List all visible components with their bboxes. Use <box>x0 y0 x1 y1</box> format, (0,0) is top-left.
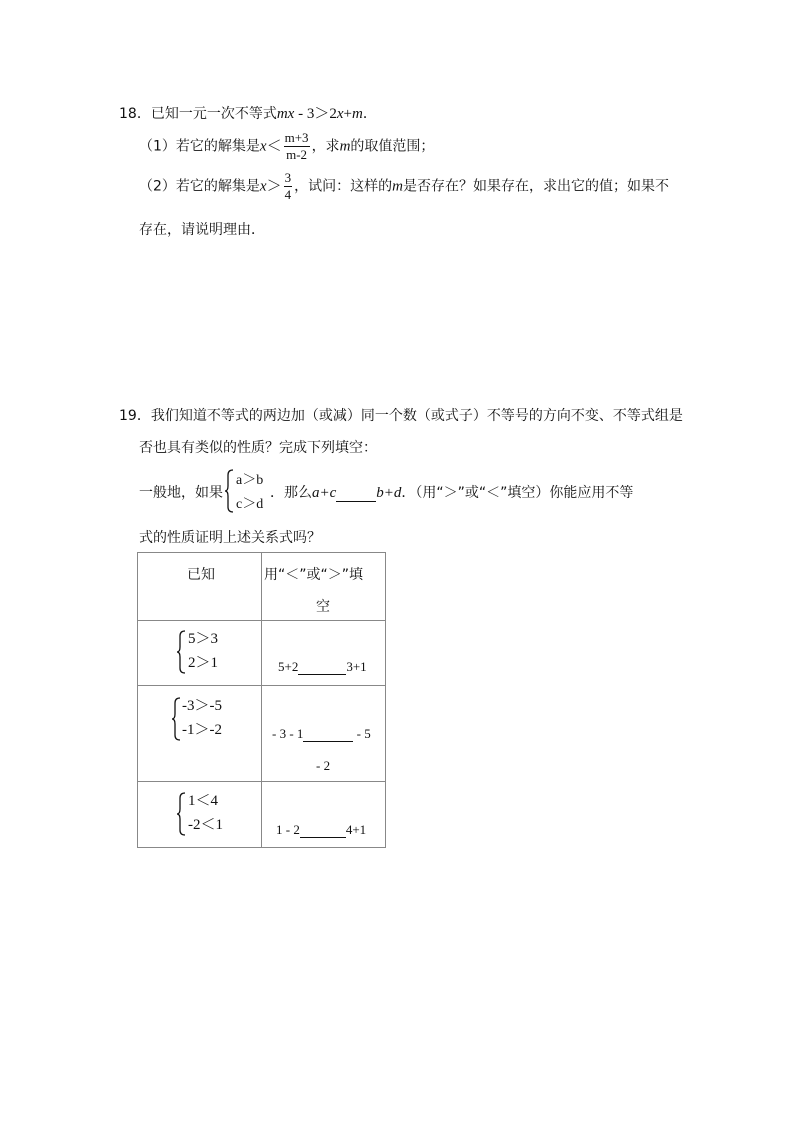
q19-general: 一般地，如果 a＞b c＞d ．那么a+c b+d．（用“＞”或“＜”填空）你能应用不等 <box>139 468 699 514</box>
system-bottom-inequality: c＞d <box>236 497 264 512</box>
table-cell-known: -3＞-5 -1＞-2 <box>138 686 262 782</box>
answer-blank[interactable] <box>336 489 376 502</box>
fraction-3-over-4: $\frac{3}{4}$ <box>284 170 292 202</box>
table-header-fill: 用“＜”或“＞”填 空 <box>262 553 386 621</box>
brace-icon <box>171 697 181 741</box>
inequality-table <box>137 552 386 848</box>
answer-blank[interactable] <box>298 662 346 675</box>
q18-part2: （2）若它的解集是x＞ $\frac{3}{4}$ ，试问：这样的m是否存在？如果存在，求出它的值；如果不 <box>139 170 669 202</box>
q18-stem: 18．已知一元一次不等式mx - 3＞2x+m． <box>119 106 377 122</box>
answer-blank[interactable] <box>300 825 346 838</box>
q18-number: 18． <box>119 106 151 122</box>
table-cell-fill: - 3 - 1 - 5 - 2 <box>262 686 386 782</box>
q19-line4: 式的性质证明上述关系式吗？ <box>139 530 321 546</box>
answer-blank[interactable] <box>303 729 353 742</box>
q19-number: 19． <box>119 408 151 424</box>
q19-line1: 19．我们知道不等式的两边加（或减）同一个数（或式子）不等号的方向不变、不等式组是 <box>119 408 683 424</box>
q18-part2-line2: 存在，请说明理由． <box>139 222 265 238</box>
table-row <box>138 686 386 782</box>
table-cell-fill: 5+2 3+1 <box>262 621 386 686</box>
table-header-row <box>138 553 386 621</box>
table-row <box>138 782 386 848</box>
q19-line2: 否也具有类似的性质？完成下列填空： <box>139 440 377 456</box>
table-header-known: 已知 <box>138 553 262 621</box>
brace-icon <box>176 792 186 836</box>
brace-icon <box>176 630 186 674</box>
fraction-m3-over-m2: $\frac{m+3}{m-2}$ <box>284 130 309 162</box>
table-cell-known: 1＜4 -2＜1 <box>138 782 262 848</box>
table-cell-fill: 1 - 2 4+1 <box>262 782 386 848</box>
brace-icon <box>224 469 234 513</box>
table-row <box>138 621 386 686</box>
q18-part1: （1）若它的解集是x＜ $\frac{m+3}{m-2}$ ，求m的取值范围； <box>139 130 435 162</box>
system-top-inequality: a＞b <box>236 473 264 488</box>
table-cell-known: 5＞3 2＞1 <box>138 621 262 686</box>
